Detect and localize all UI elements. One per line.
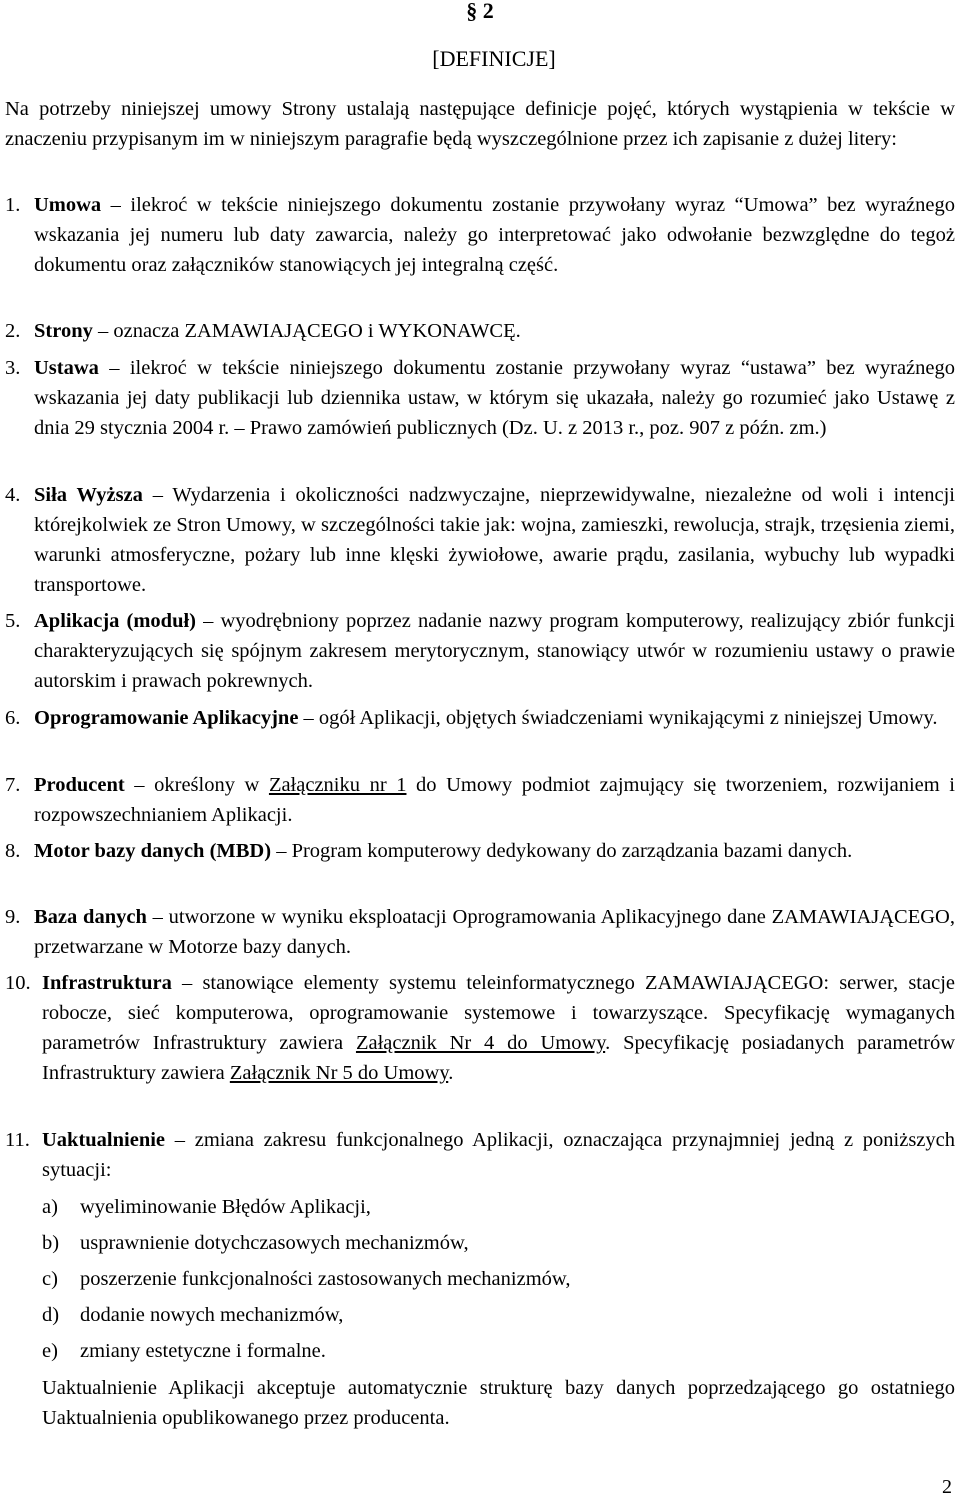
sub-item-letter: c)	[42, 1268, 58, 1290]
item-number: 8.	[5, 840, 21, 862]
sub-item-text: wyeliminowanie Błędów Aplikacji,	[80, 1196, 371, 1218]
item-number: 5.	[5, 610, 21, 632]
definition-item	[5, 353, 955, 443]
definition-term: Oprogramowanie Aplikacyjne	[34, 707, 299, 729]
definition-term: Umowa	[34, 194, 102, 216]
appendix-1-reference: Załączniku nr 1	[268, 774, 407, 796]
sub-item-letter: b)	[42, 1232, 60, 1254]
item-number: 10.	[5, 972, 31, 994]
intro-paragraph: Na potrzeby niniejszej umowy Strony ustalają następujące definicje pojęć, których wystąpienia w tekście w znaczeniu przypisanym im w niniejszym paragrafie będą wyszczególnione przez ich zapisanie z dużej litery:	[5, 98, 955, 150]
appendix-5-reference: Załącznik Nr 5 do Umowy	[229, 1062, 449, 1084]
definition-term: Infrastruktura	[42, 972, 172, 994]
sub-item-text: zmiany estetyczne i formalne.	[80, 1340, 326, 1362]
definition-item	[5, 606, 955, 696]
sub-list-item	[42, 1192, 942, 1222]
definition-item	[5, 316, 955, 346]
definition-item	[5, 190, 955, 280]
sub-list-item	[42, 1300, 942, 1330]
definition-text: – utworzone w wyniku eksploatacji Oprogramowania Aplikacyjnego dane ZAMAWIAJĄCEGO, przetwarzane w Motorze bazy danych.	[34, 906, 955, 958]
definition-text: – ogół Aplikacji, objętych świadczeniami wynikającymi z niniejszej Umowy.	[298, 707, 938, 729]
definition-item	[5, 770, 955, 830]
definition-term: Producent	[34, 774, 125, 796]
sub-item-text: dodanie nowych mechanizmów,	[80, 1304, 344, 1326]
definition-term: Baza danych	[34, 906, 147, 928]
definition-text: – stanowiące elementy systemu teleinformatycznego ZAMAWIAJĄCEGO: serwer, stacje robocze, sieć komputerowa, oprogramowanie systemowe i towarzyszące. Specyfikację wymaganych parametrów Infrastruktury zawiera	[42, 972, 955, 1054]
definition-text: .	[448, 1062, 454, 1084]
item-number: 9.	[5, 906, 21, 928]
definition-item	[5, 836, 955, 866]
definition-text: – określony w	[124, 774, 269, 796]
sub-list-item	[42, 1264, 942, 1294]
definition-text: – Program komputerowy dedykowany do zarządzania bazami danych.	[271, 840, 853, 862]
item-number: 11.	[5, 1129, 30, 1151]
definition-item	[5, 902, 955, 962]
definition-item	[5, 480, 955, 600]
item-number: 3.	[5, 357, 21, 379]
sub-item-text: usprawnienie dotychczasowych mechanizmów,	[80, 1232, 469, 1254]
definition-text: – Wydarzenia i okoliczności nadzwyczajne, nieprzewidywalne, niezależne od woli i intencji którejkolwiek ze Stron Umowy, w szczególności takie jak: wojna, zamieszki, rewolucja, strajk, trzęsienia ziemi, warunki atmosferyczne, pożary lub inne klęski żywiołowe, awarie prądu, zasilania, wybuchy lub wypadki transportowe.	[34, 484, 956, 596]
sub-item-text: poszerzenie funkcjonalności zastosowanych mechanizmów,	[80, 1268, 571, 1290]
definition-term: Aplikacja (moduł)	[34, 610, 196, 632]
section-title: [DEFINICJE]	[432, 46, 556, 71]
definition-term: Siła Wyższa	[34, 484, 143, 506]
page-number: 2	[942, 1476, 952, 1498]
definition-text: – wyodrębniony poprzez nadanie nazwy program komputerowy, realizujący zbiór funkcji charakteryzujących się spójnym zakresem merytorycznym, stanowiący utwór w rozumieniu ustawy o prawie autorskim i prawach pokrewnych.	[34, 610, 955, 692]
definition-text: . Specyfikację posiadanych parametrów Infrastruktury zawiera	[42, 1032, 956, 1084]
definition-term: Strony	[34, 320, 93, 342]
item-number: 4.	[5, 484, 21, 506]
item-number: 1.	[5, 194, 21, 216]
item-number: 2.	[5, 320, 21, 342]
definition-item	[5, 1125, 955, 1185]
sub-item-letter: a)	[42, 1196, 58, 1218]
definition-text: – oznacza ZAMAWIAJĄCEGO i WYKONAWCĘ.	[92, 320, 521, 342]
section-mark: § 2	[466, 0, 494, 23]
sub-item-letter: e)	[42, 1340, 58, 1362]
sub-list-item	[42, 1336, 942, 1366]
definition-item	[5, 968, 955, 1088]
definition-term: Ustawa	[34, 357, 99, 379]
sub-list-item	[42, 1228, 942, 1258]
definition-text: – zmiana zakresu funkcjonalnego Aplikacji, oznaczająca przynajmniej jedną z poniższych sytuacji:	[42, 1129, 955, 1181]
item-number: 6.	[5, 707, 21, 729]
definition-term: Uaktualnienie	[42, 1129, 166, 1151]
item-number: 7.	[5, 774, 21, 796]
definition-text: – ilekroć w tekście niniejszego dokumentu zostanie przywołany wyraz “ustawa” bez wyraźnego wskazania jej daty publikacji lub dziennika ustaw, w którym się ukazała, należy go rozumieć jako Ustawę z dnia 29 stycznia 2004 r. – Prawo zamówień publicznych (Dz. U. z 2013 r., poz. 907 z późn. zm.)	[34, 357, 955, 439]
sub-item-letter: d)	[42, 1304, 60, 1326]
definition-term: Motor bazy danych (MBD)	[34, 840, 272, 862]
appendix-4-reference: Załącznik Nr 4 do Umowy	[355, 1032, 606, 1054]
definition-item	[5, 703, 955, 733]
closing-paragraph: Uaktualnienie Aplikacji akceptuje automatycznie strukturę bazy danych poprzedzającego go ostatniego Uaktualnienia opublikowanego przez producenta.	[42, 1377, 955, 1429]
definition-text: – ilekroć w tekście niniejszego dokumentu zostanie przywołany wyraz “Umowa” bez wyraźnego wskazania jej numeru lub daty zawarcia, należy go interpretować jako odwołanie bezwzględne do tegoż dokumentu oraz załączników stanowiących jej integralną część.	[34, 194, 955, 276]
definition-text: do Umowy podmiot zajmujący się tworzeniem, rozwijaniem i rozpowszechnianiem Aplikacji.	[34, 774, 955, 826]
